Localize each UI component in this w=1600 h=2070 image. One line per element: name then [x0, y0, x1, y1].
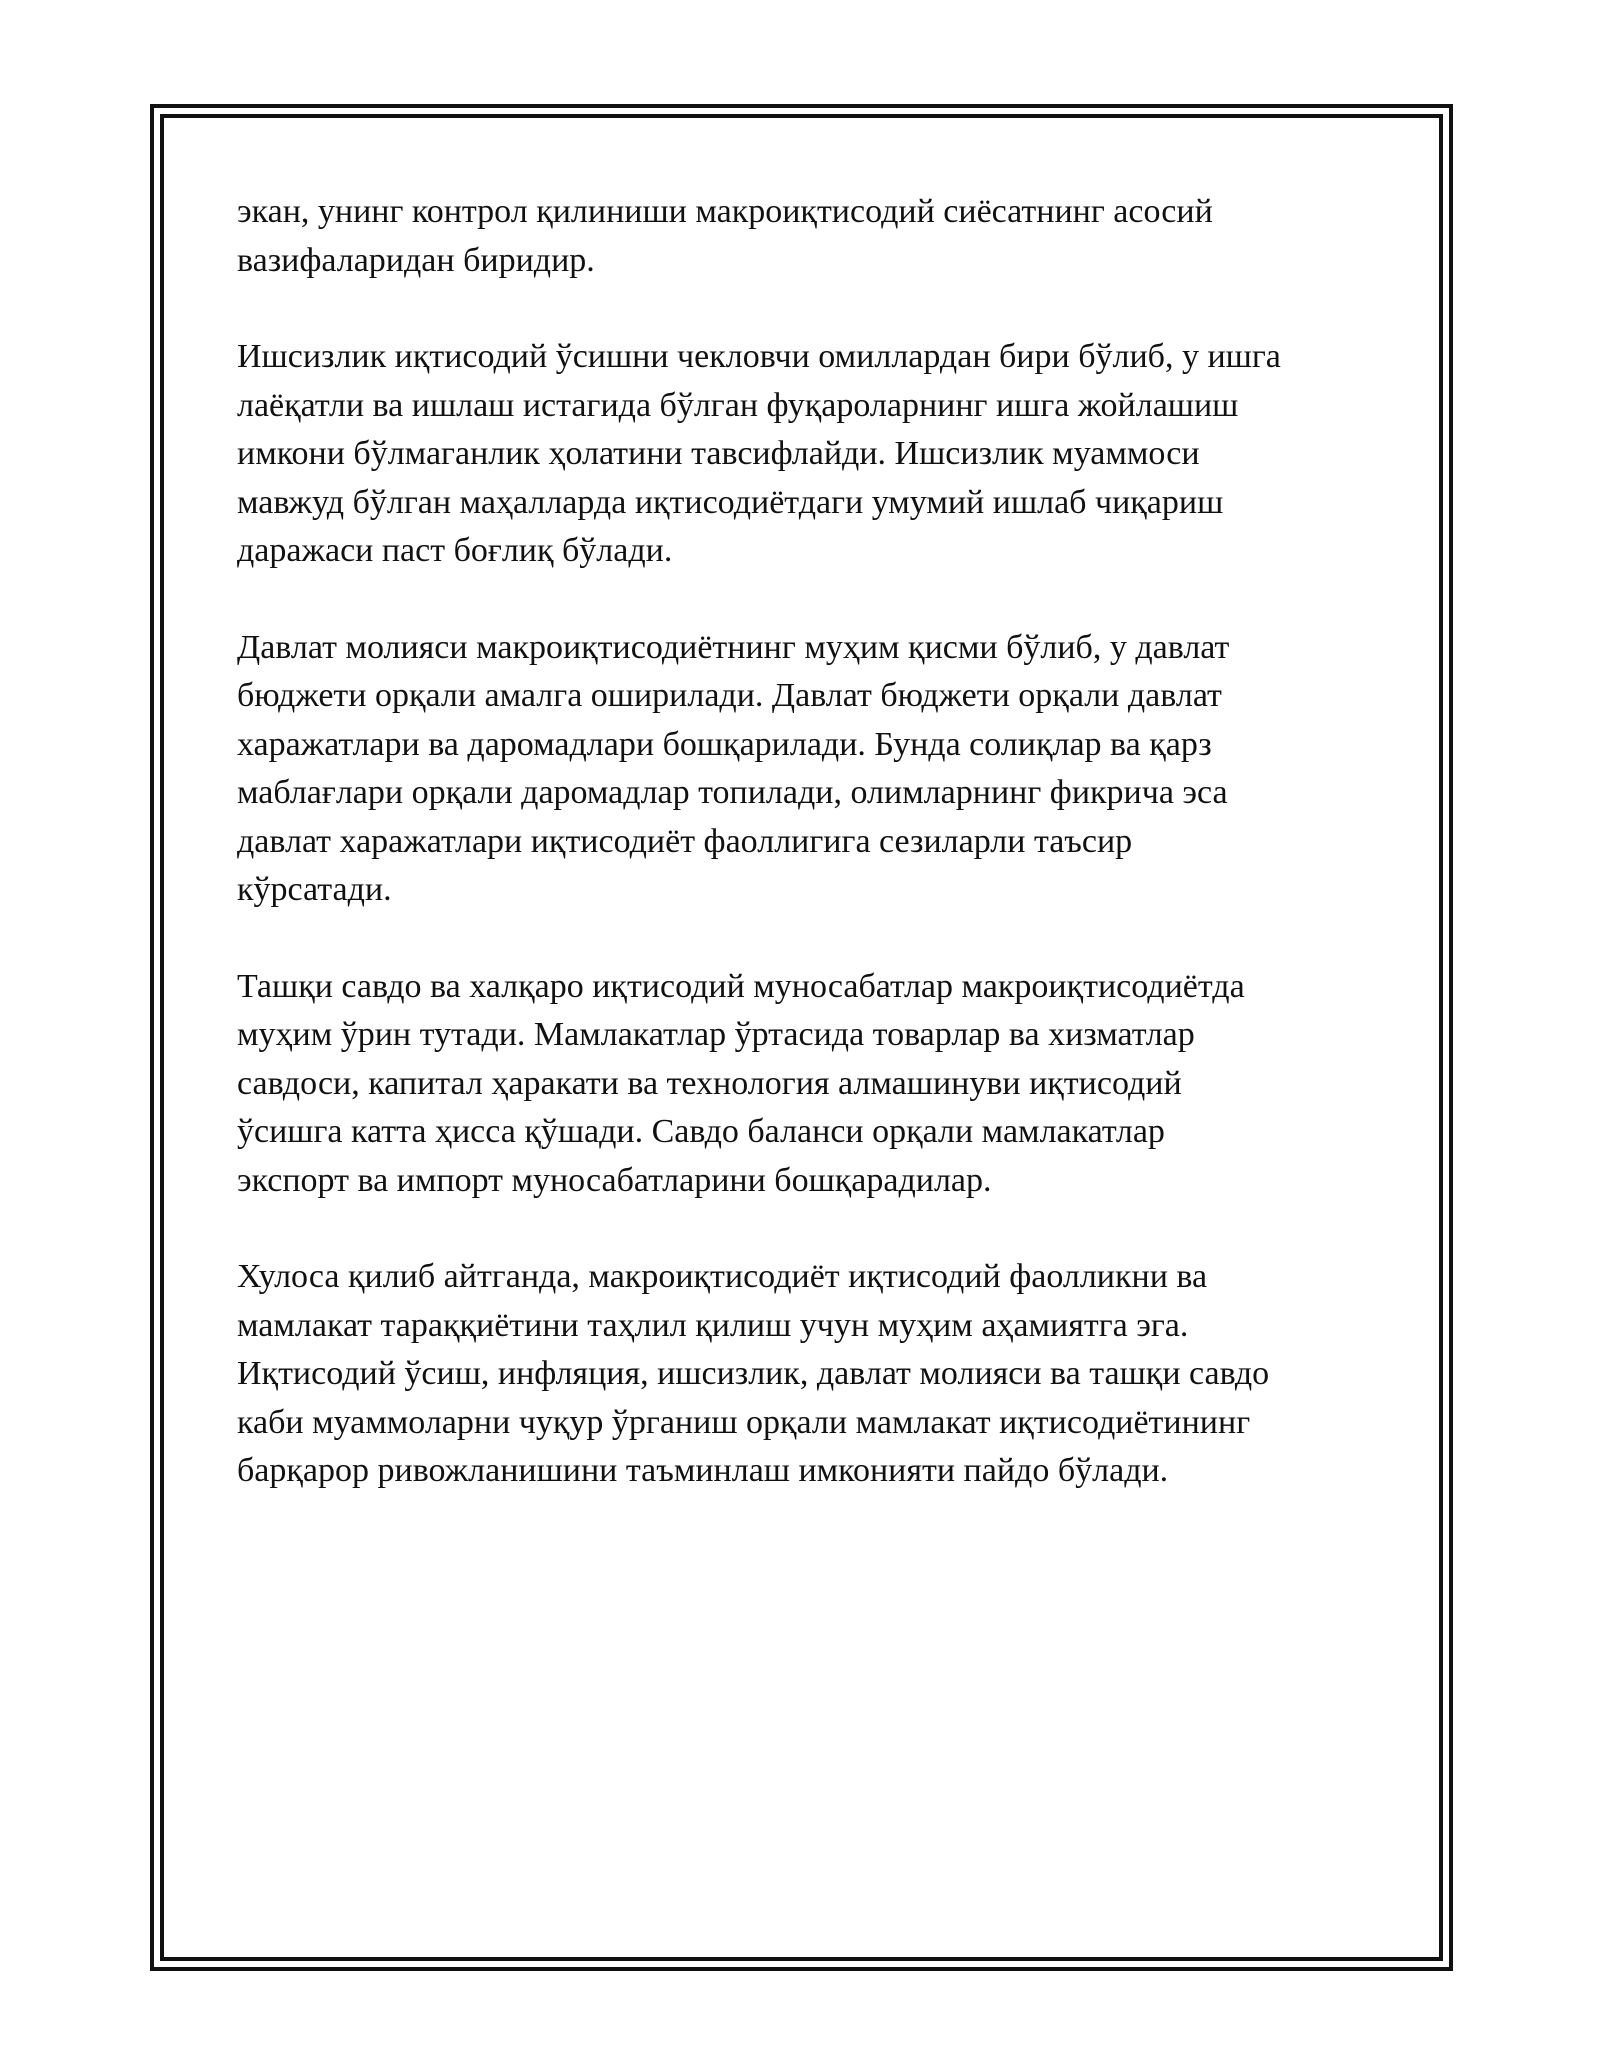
text-line: бюджети орқали амалга оширилади. Давлат бюджети орқали давлат [237, 677, 1222, 714]
document-body [237, 188, 1377, 1544]
paragraph-5 [237, 1253, 1377, 1496]
text-line: кўрсатади. [237, 871, 392, 908]
paragraph-3 [237, 624, 1377, 915]
text-line: савдоси, капитал ҳаракати ва технология алмашинуви иқтисодий [237, 1064, 1182, 1102]
text-line: имкони бўлмаганлик ҳолатини тавсифлайди. Ишсизлик муаммоси [237, 435, 1200, 472]
paragraph-1 [237, 188, 1377, 285]
text-line: лаёқатли ва ишлаш истагида бўлган фуқароларнинг ишга жойлашиш [237, 386, 1239, 424]
text-line: харажатлари ва даромадлари бошқарилади. Бунда солиқлар ва қарз [237, 725, 1212, 763]
text-line: каби муаммоларни чуқур ўрганиш орқали мамлакат иқтисодиётининг [237, 1403, 1251, 1441]
text-line: барқарор ривожланишини таъминлаш имконияти пайдо бўлади. [237, 1452, 1169, 1489]
text-line: Иқтисодий ўсиш, инфляция, ишсизлик, давлат молияси ва ташқи савдо [237, 1355, 1270, 1392]
text-line: ўсишга катта ҳисса қўшади. Савдо баланси орқали мамлакатлар [237, 1113, 1165, 1150]
text-line: Ишсизлик иқтисодий ўсишни чекловчи омиллардан бири бўлиб, у ишга [237, 338, 1281, 375]
text-line: экспорт ва импорт муносабатларини бошқарадилар. [237, 1161, 992, 1199]
text-line: Ташқи савдо ва халқаро иқтисодий муносабатлар макроиқтисодиётда [237, 967, 1245, 1005]
text-line: Хулоса қилиб айтганда, макроиқтисодиёт иқтисодий фаолликни ва [237, 1258, 1208, 1295]
text-line: муҳим ўрин тутади. Мамлакатлар ўртасида товарлар ва хизматлар [237, 1016, 1195, 1053]
text-line: даражаси паст боғлиқ бўлади. [237, 532, 673, 569]
paragraph-4 [237, 963, 1377, 1206]
text-line: Давлат молияси макроиқтисодиётнинг муҳим қисми бўлиб, у давлат [237, 628, 1230, 666]
text-line: мамлакат тараққиётини таҳлил қилиш учун муҳим аҳамиятга эга. [237, 1306, 1189, 1344]
text-line: вазифаларидан биридир. [237, 241, 595, 279]
paragraph-2 [237, 333, 1377, 576]
text-line: мавжуд бўлган маҳалларда иқтисодиётдаги умумий ишлаб чиқариш [237, 483, 1224, 521]
text-line: маблағлари орқали даромадлар топилади, олимларнинг фикрича эса [237, 774, 1228, 811]
text-line: экан, унинг контрол қилиниши макроиқтисодий сиёсатнинг асосий [237, 193, 1213, 230]
text-line: давлат харажатлари иқтисодиёт фаоллигига сезиларли таъсир [237, 822, 1133, 860]
